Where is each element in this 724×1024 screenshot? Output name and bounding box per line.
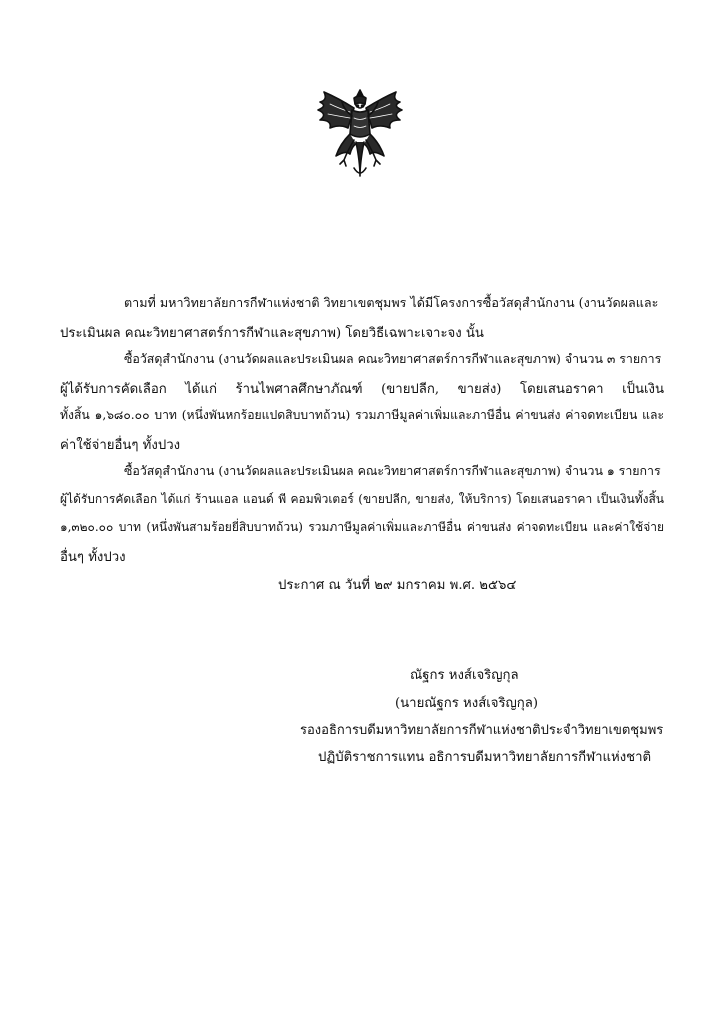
item1-line-4: ค่าใช้จ่ายอื่นๆ ทั้งปวง bbox=[60, 438, 181, 453]
item2-line-4: อื่นๆ ทั้งปวง bbox=[60, 550, 126, 565]
announce-date: ประกาศ ณ วันที่ ๒๙ มกราคม พ.ศ. ๒๕๖๔ bbox=[278, 578, 517, 593]
item2-line-1: ซื้อวัสดุสำนักงาน (งานวัดผลและประเมินผล คณะวิทยาศาสตร์การกีฬาและสุขภาพ) จำนวน ๑ รายการ bbox=[124, 463, 661, 478]
item1-line-1: ซื้อวัสดุสำนักงาน (งานวัดผลและประเมินผล คณะวิทยาศาสตร์การกีฬาและสุขภาพ) จำนวน ๓ รายการ bbox=[124, 351, 662, 366]
intro-line-1: ตามที่ มหาวิทยาลัยการกีฬาแห่งชาติ วิทยาเขตชุมพร ได้มีโครงการซื้อวัสดุสำนักงาน (งานวัดผลและ bbox=[124, 295, 659, 310]
item1-line-3: ทั้งสิ้น ๑,๖๘๐.๐๐ บาท (หนึ่งพันหกร้อยแปดสิบบาทถ้วน) รวมภาษีมูลค่าเพิ่มและภาษีอื่น ค่าขนส่ง ค่าจดทะเบียน และ bbox=[60, 408, 664, 422]
signer-position-1: รองอธิการบดีมหาวิทยาลัยการกีฬาแห่งชาติประจำวิทยาเขตชุมพร bbox=[300, 723, 664, 738]
item1-line-2: ผู้ได้รับการคัดเลือก ได้แก่ ร้านไพศาลศึกษาภัณฑ์ (ขายปลีก, ขายส่ง) โดยเสนอราคา เป็นเงิน bbox=[60, 382, 664, 397]
item2-line-3: ๑,๓๒๐.๐๐ บาท (หนึ่งพันสามร้อยยี่สิบบาทถ้วน) รวมภาษีมูลค่าเพิ่มและภาษีอื่น ค่าขนส่ง ค่าจดทะเบียน และค่าใช้จ่าย bbox=[60, 520, 664, 534]
garuda-emblem-icon bbox=[310, 88, 410, 180]
signed-name: ณัฐกร หงส์เจริญกุล bbox=[410, 668, 519, 683]
intro-line-2: ประเมินผล คณะวิทยาศาสตร์การกีฬาและสุขภาพ) โดยวิธีเฉพาะเจาะจง นั้น bbox=[60, 326, 484, 341]
signer-position-2: ปฏิบัติราชการแทน อธิการบดีมหาวิทยาลัยการกีฬาแห่งชาติ bbox=[318, 750, 652, 765]
item2-line-2: ผู้ได้รับการคัดเลือก ได้แก่ ร้านแอล แอนด์ พี คอมพิวเตอร์ (ขายปลีก, ขายส่ง, ให้บริการ) โดยเสนอราคา เป็นเงินทั้งสิ้น bbox=[60, 492, 664, 506]
signer-full-name: (นายณัฐกร หงส์เจริญกุล) bbox=[395, 696, 539, 711]
